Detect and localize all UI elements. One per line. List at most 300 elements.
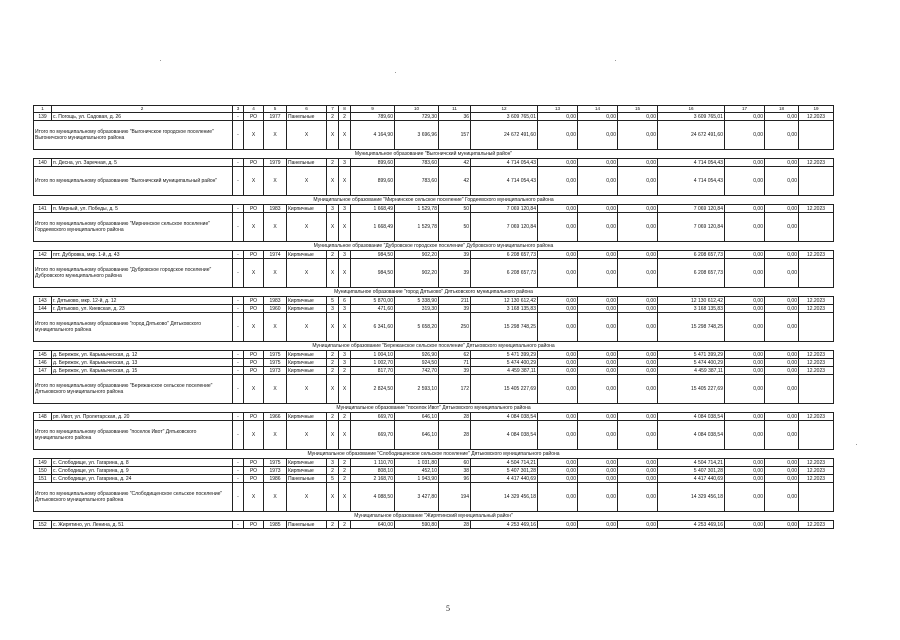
column-number-header: 5	[264, 106, 287, 113]
table-cell: 3	[339, 305, 351, 313]
total-cell: X	[287, 483, 327, 512]
table-cell: 1974	[264, 251, 287, 259]
table-cell: 3	[327, 305, 339, 313]
column-number-header: 17	[725, 106, 765, 113]
address-cell: п. Мирный, ул. Победы, д. 5	[52, 205, 233, 213]
table-cell: 0,00	[725, 113, 765, 121]
table-cell: 12.2023	[799, 113, 834, 121]
table-cell: Кирпичные	[287, 459, 327, 467]
table-cell: 0,00	[578, 297, 618, 305]
table-cell: 5 407 301,28	[471, 467, 538, 475]
column-number-header: 9	[351, 106, 395, 113]
total-cell: X	[327, 259, 339, 288]
table-cell: 640,00	[351, 521, 395, 529]
table-cell: 0,00	[578, 367, 618, 375]
total-cell: 15 298 748,25	[658, 313, 725, 342]
total-cell: X	[287, 213, 327, 242]
total-cell: 4 714 054,43	[471, 167, 538, 196]
table-cell: 0,00	[725, 297, 765, 305]
table-cell: 12.2023	[799, 521, 834, 529]
row-number-cell: 145	[34, 351, 52, 359]
table-cell: 984,50	[351, 251, 395, 259]
table-cell: 0,00	[765, 205, 799, 213]
total-cell: 2 593,10	[395, 375, 439, 404]
table-row	[34, 521, 834, 529]
table-cell: РО	[244, 367, 264, 375]
address-cell: с. Слободище, ул. Гагарина, д. 9	[52, 467, 233, 475]
municipality-section-title: Муниципальное образование "Жирятинский муниципальный район"	[34, 512, 834, 521]
total-cell: 50	[439, 213, 471, 242]
column-number-header: 14	[578, 106, 618, 113]
total-cell: 646,10	[395, 421, 439, 450]
table-cell: 0,00	[538, 359, 578, 367]
table-cell: Кирпичные	[287, 205, 327, 213]
table-cell: 3	[339, 359, 351, 367]
total-cell: X	[339, 213, 351, 242]
table-cell: 0,00	[578, 251, 618, 259]
total-cell: 14 329 456,18	[658, 483, 725, 512]
table-cell: 0,00	[725, 367, 765, 375]
table-cell: 3	[327, 459, 339, 467]
total-cell: X	[339, 259, 351, 288]
table-cell: 3 168 135,83	[471, 305, 538, 313]
table-cell: 5 338,90	[395, 297, 439, 305]
table-cell: Кирпичные	[287, 367, 327, 375]
table-cell: РО	[244, 251, 264, 259]
total-cell: X	[327, 213, 339, 242]
total-cell: 0,00	[765, 259, 799, 288]
column-number-header: 8	[339, 106, 351, 113]
total-cell: 0,00	[725, 213, 765, 242]
total-cell: X	[244, 313, 264, 342]
total-cell: X	[244, 121, 264, 150]
table-row	[34, 367, 834, 375]
municipality-section-row	[34, 288, 834, 297]
table-cell: 4 253 469,16	[471, 521, 538, 529]
total-cell: X	[339, 121, 351, 150]
total-cell: X	[244, 483, 264, 512]
total-cell: 0,00	[618, 213, 658, 242]
total-cell: 0,00	[578, 421, 618, 450]
table-cell: 452,10	[395, 467, 439, 475]
total-cell: X	[287, 121, 327, 150]
table-cell: 39	[439, 367, 471, 375]
total-cell: X	[327, 121, 339, 150]
total-cell: -	[233, 483, 244, 512]
table-cell: 0,00	[538, 367, 578, 375]
total-cell: 0,00	[725, 421, 765, 450]
table-cell: 0,00	[538, 113, 578, 121]
table-cell: Кирпичные	[287, 251, 327, 259]
table-cell: 1 668,49	[351, 205, 395, 213]
total-cell: 6 208 657,73	[471, 259, 538, 288]
table-cell: -	[233, 351, 244, 359]
table-cell: 808,10	[351, 467, 395, 475]
total-cell: 0,00	[725, 259, 765, 288]
table-cell: 2	[339, 459, 351, 467]
table-cell: 0,00	[538, 305, 578, 313]
municipality-section-title: Муниципальное образование "Слободищенское сельское поселение" Дятьковского муниципального района	[34, 450, 834, 459]
table-cell: 0,00	[538, 467, 578, 475]
table-cell: 1973	[264, 467, 287, 475]
table-cell: 0,00	[725, 467, 765, 475]
total-cell: X	[287, 167, 327, 196]
total-cell: 0,00	[538, 375, 578, 404]
table-cell: 0,00	[725, 205, 765, 213]
total-cell: 39	[439, 259, 471, 288]
total-cell: 4 714 054,43	[658, 167, 725, 196]
table-cell: 0,00	[725, 251, 765, 259]
total-cell: X	[327, 167, 339, 196]
table-row	[34, 205, 834, 213]
table-cell: РО	[244, 413, 264, 421]
table-cell: 12.2023	[799, 359, 834, 367]
table-cell: 5 474 400,29	[658, 359, 725, 367]
total-cell: 1 529,78	[395, 213, 439, 242]
total-cell: 0,00	[618, 375, 658, 404]
table-cell: Кирпичные	[287, 359, 327, 367]
table-cell: 4 253 469,16	[658, 521, 725, 529]
table-cell: 2	[339, 467, 351, 475]
table-cell: 0,00	[578, 305, 618, 313]
table-cell: 0,00	[538, 459, 578, 467]
municipality-section-title: Муниципальное образование "поселок Ивот" Дятьковского муниципального района	[34, 404, 834, 413]
row-number-cell: 139	[34, 113, 52, 121]
table-cell: Панельные	[287, 113, 327, 121]
total-cell: 2 824,50	[351, 375, 395, 404]
table-cell: 0,00	[578, 521, 618, 529]
table-cell: 0,00	[618, 351, 658, 359]
table-cell: 669,70	[351, 413, 395, 421]
address-cell: г. Дятьково, мкр. 12-й, д. 12	[52, 297, 233, 305]
table-cell: РО	[244, 297, 264, 305]
total-cell: 0,00	[725, 483, 765, 512]
address-cell: рп. Ивот, ул. Пролетарская, д. 20	[52, 413, 233, 421]
table-cell: 0,00	[538, 351, 578, 359]
column-number-header: 11	[439, 106, 471, 113]
table-row	[34, 305, 834, 313]
table-cell: -	[233, 205, 244, 213]
table-cell: 729,30	[395, 113, 439, 121]
column-number-header: 4	[244, 106, 264, 113]
total-cell: 0,00	[725, 167, 765, 196]
address-cell: д. Бережок, ул. Карьмыческая, д. 13	[52, 359, 233, 367]
municipality-total-row	[34, 313, 834, 342]
table-cell: 0,00	[765, 297, 799, 305]
municipality-section-row	[34, 196, 834, 205]
row-number-cell: 149	[34, 459, 52, 467]
table-cell: 0,00	[618, 113, 658, 121]
table-cell: 1986	[264, 475, 287, 483]
table-cell: 899,60	[351, 159, 395, 167]
total-cell: 0,00	[725, 121, 765, 150]
table-cell: Кирпичные	[287, 467, 327, 475]
row-number-cell: 150	[34, 467, 52, 475]
total-cell: 0,00	[538, 421, 578, 450]
total-cell: 0,00	[618, 483, 658, 512]
table-cell: 590,80	[395, 521, 439, 529]
total-cell: X	[339, 313, 351, 342]
table-cell: 0,00	[618, 367, 658, 375]
address-cell: д. Бережок, ул. Карьмыческая, д. 12	[52, 351, 233, 359]
municipality-total-title: Итого по муниципальному образованию "Слободищенское сельское поселение" Дятьковского муниципального района	[34, 483, 233, 512]
table-cell: 0,00	[765, 351, 799, 359]
table-cell: РО	[244, 113, 264, 121]
table-cell: 4 504 714,21	[658, 459, 725, 467]
total-cell: X	[287, 375, 327, 404]
table-cell: 38	[439, 467, 471, 475]
total-cell: 14 329 456,18	[471, 483, 538, 512]
table-cell: 12.2023	[799, 413, 834, 421]
table-cell: 5 474 400,29	[471, 359, 538, 367]
address-cell: п. Десна, ул. Заречная, д. 5	[52, 159, 233, 167]
table-cell: Панельные	[287, 159, 327, 167]
table-cell: 0,00	[725, 459, 765, 467]
table-cell: 2	[339, 367, 351, 375]
table-cell: 0,00	[765, 359, 799, 367]
total-cell: X	[264, 483, 287, 512]
table-cell: 3 609 765,01	[658, 113, 725, 121]
table-cell: 0,00	[538, 297, 578, 305]
table-cell: 4 084 038,54	[658, 413, 725, 421]
total-cell: 15 405 227,69	[471, 375, 538, 404]
table-cell: 742,70	[395, 367, 439, 375]
table-cell: 0,00	[538, 159, 578, 167]
row-number-cell: 144	[34, 305, 52, 313]
total-cell: X	[339, 483, 351, 512]
municipality-total-row	[34, 259, 834, 288]
total-cell: 5 658,20	[395, 313, 439, 342]
municipality-total-title: Итого по муниципальному образованию "Выгоничское городское поселение" Выгоничского муниципального района	[34, 121, 233, 150]
municipality-section-title: Муниципальное образование "Бережанское сельское поселение" Дятьковского муниципального района	[34, 342, 834, 351]
total-cell: -	[233, 421, 244, 450]
table-cell: 4 084 038,54	[471, 413, 538, 421]
municipality-total-row	[34, 167, 834, 196]
total-cell: 42	[439, 167, 471, 196]
total-cell: 3 427,80	[395, 483, 439, 512]
municipality-total-title: Итого по муниципальному образованию "Мирнинское сельское поселение" Гордеевского муниципального района	[34, 213, 233, 242]
table-cell: 39	[439, 305, 471, 313]
table-cell: 1 002,70	[351, 359, 395, 367]
address-cell: с. Слободище, ул. Гагарина, д. 8	[52, 459, 233, 467]
total-cell: X	[264, 167, 287, 196]
column-number-header: 18	[765, 106, 799, 113]
total-cell: X	[244, 259, 264, 288]
total-cell: X	[327, 483, 339, 512]
total-cell: -	[233, 121, 244, 150]
table-cell: 0,00	[578, 159, 618, 167]
table-cell: 3 609 765,01	[471, 113, 538, 121]
scan-speck	[160, 60, 161, 61]
table-cell: 12.2023	[799, 297, 834, 305]
table-row	[34, 359, 834, 367]
table-cell: 0,00	[765, 251, 799, 259]
address-cell: пгт. Дубровка, мкр. 1-й, д. 43	[52, 251, 233, 259]
municipality-section-title: Муниципальное образование "Выгоничский муниципальный район"	[34, 150, 834, 159]
table-cell: 12.2023	[799, 459, 834, 467]
table-cell: 0,00	[618, 467, 658, 475]
table-cell: 2	[327, 521, 339, 529]
table-cell: 2	[327, 467, 339, 475]
total-cell: X	[287, 259, 327, 288]
table-cell: 2	[327, 359, 339, 367]
table-cell: 1 004,10	[351, 351, 395, 359]
total-cell	[799, 313, 834, 342]
total-cell: 250	[439, 313, 471, 342]
table-cell: 12.2023	[799, 159, 834, 167]
table-cell: 0,00	[765, 159, 799, 167]
table-cell: 0,00	[578, 475, 618, 483]
table-cell: 6 208 657,73	[658, 251, 725, 259]
page-number: 5	[446, 604, 450, 613]
table-cell: 646,10	[395, 413, 439, 421]
table-cell: 1983	[264, 205, 287, 213]
table-cell: 5 407 301,28	[658, 467, 725, 475]
table-cell: -	[233, 521, 244, 529]
table-cell: 0,00	[765, 305, 799, 313]
table-cell: 0,00	[578, 359, 618, 367]
municipality-total-row	[34, 421, 834, 450]
table-cell: 0,00	[618, 413, 658, 421]
total-cell: X	[327, 313, 339, 342]
total-cell: X	[244, 375, 264, 404]
total-cell: X	[339, 421, 351, 450]
table-cell: 1 110,70	[351, 459, 395, 467]
municipality-total-row	[34, 213, 834, 242]
table-cell: 60	[439, 459, 471, 467]
table-cell: РО	[244, 305, 264, 313]
table-cell: 3 168 135,83	[658, 305, 725, 313]
total-cell: X	[264, 313, 287, 342]
municipality-total-title: Итого по муниципальному образованию "Дубровское городское поселение" Дубровского муниципального района	[34, 259, 233, 288]
table-cell: 0,00	[618, 359, 658, 367]
table-cell: 1975	[264, 459, 287, 467]
table-cell: 1975	[264, 351, 287, 359]
table-cell: 0,00	[618, 521, 658, 529]
table-cell: 783,60	[395, 159, 439, 167]
row-number-cell: 146	[34, 359, 52, 367]
column-number-header: 13	[538, 106, 578, 113]
total-cell: 24 672 491,60	[471, 121, 538, 150]
table-cell: 12.2023	[799, 305, 834, 313]
total-cell: X	[264, 213, 287, 242]
row-number-cell: 147	[34, 367, 52, 375]
table-cell: -	[233, 367, 244, 375]
table-cell: 2	[327, 159, 339, 167]
table-cell: 2	[339, 521, 351, 529]
table-cell: 5	[327, 475, 339, 483]
total-cell	[799, 421, 834, 450]
total-cell: 0,00	[765, 313, 799, 342]
table-cell: 5	[327, 297, 339, 305]
total-cell: 172	[439, 375, 471, 404]
table-cell: 0,00	[618, 475, 658, 483]
table-cell: РО	[244, 459, 264, 467]
table-cell: 3	[339, 205, 351, 213]
table-cell: 0,00	[578, 351, 618, 359]
total-cell: 0,00	[538, 259, 578, 288]
table-cell: 0,00	[765, 413, 799, 421]
table-cell: 2	[327, 367, 339, 375]
table-cell: 2	[327, 351, 339, 359]
total-cell: X	[339, 375, 351, 404]
table-cell: 0,00	[538, 475, 578, 483]
table-cell: 0,00	[578, 459, 618, 467]
address-cell: д. Бережок, ул. Карьмыческая, д. 15	[52, 367, 233, 375]
table-cell: 4 417 440,69	[471, 475, 538, 483]
table-row	[34, 413, 834, 421]
total-cell: X	[327, 421, 339, 450]
table-cell: 0,00	[765, 521, 799, 529]
table-cell: РО	[244, 205, 264, 213]
table-row	[34, 159, 834, 167]
table-cell: 0,00	[765, 467, 799, 475]
column-number-header: 15	[618, 106, 658, 113]
table-cell: 3	[339, 159, 351, 167]
total-cell: X	[264, 421, 287, 450]
total-cell: 0,00	[578, 259, 618, 288]
table-cell: 0,00	[725, 521, 765, 529]
total-cell: 7 069 120,84	[658, 213, 725, 242]
total-cell: 0,00	[578, 375, 618, 404]
total-cell: 28	[439, 421, 471, 450]
table-cell: 42	[439, 159, 471, 167]
table-cell: РО	[244, 351, 264, 359]
table-cell: -	[233, 297, 244, 305]
municipality-section-title: Муниципальное образование "город Дятьково" Дятьковского муниципального района	[34, 288, 834, 297]
table-cell: 471,60	[351, 305, 395, 313]
row-number-cell: 151	[34, 475, 52, 483]
table-cell: 1975	[264, 359, 287, 367]
total-cell: 0,00	[538, 167, 578, 196]
table-cell: 789,60	[351, 113, 395, 121]
table-cell: 4 714 054,43	[471, 159, 538, 167]
total-cell: -	[233, 167, 244, 196]
table-cell: -	[233, 459, 244, 467]
municipality-section-row	[34, 512, 834, 521]
table-cell: 2	[327, 251, 339, 259]
total-cell: X	[287, 313, 327, 342]
column-number-header: 12	[471, 106, 538, 113]
total-cell	[799, 483, 834, 512]
total-cell: 0,00	[765, 213, 799, 242]
total-cell: 984,50	[351, 259, 395, 288]
table-cell: Панельные	[287, 475, 327, 483]
table-cell: -	[233, 113, 244, 121]
scan-speck	[615, 60, 616, 61]
total-cell: 0,00	[578, 121, 618, 150]
table-cell: 2	[327, 113, 339, 121]
table-cell: 3	[339, 251, 351, 259]
table-cell: 924,50	[395, 359, 439, 367]
table-cell: Кирпичные	[287, 351, 327, 359]
total-cell: X	[264, 121, 287, 150]
table-row	[34, 351, 834, 359]
table-cell: 0,00	[618, 251, 658, 259]
municipality-section-title: Муниципальное образование "Дубровское городское поселение" Дубровского муниципального района	[34, 242, 834, 251]
column-number-header: 2	[52, 106, 233, 113]
total-cell: 0,00	[765, 375, 799, 404]
table-cell: 0,00	[578, 205, 618, 213]
total-cell: 0,00	[765, 421, 799, 450]
table-cell: 5 471 399,29	[471, 351, 538, 359]
table-cell: 0,00	[725, 475, 765, 483]
table-cell: 0,00	[618, 305, 658, 313]
table-cell: 1983	[264, 297, 287, 305]
total-cell: 0,00	[578, 483, 618, 512]
table-cell: 2	[339, 113, 351, 121]
municipality-total-row	[34, 375, 834, 404]
